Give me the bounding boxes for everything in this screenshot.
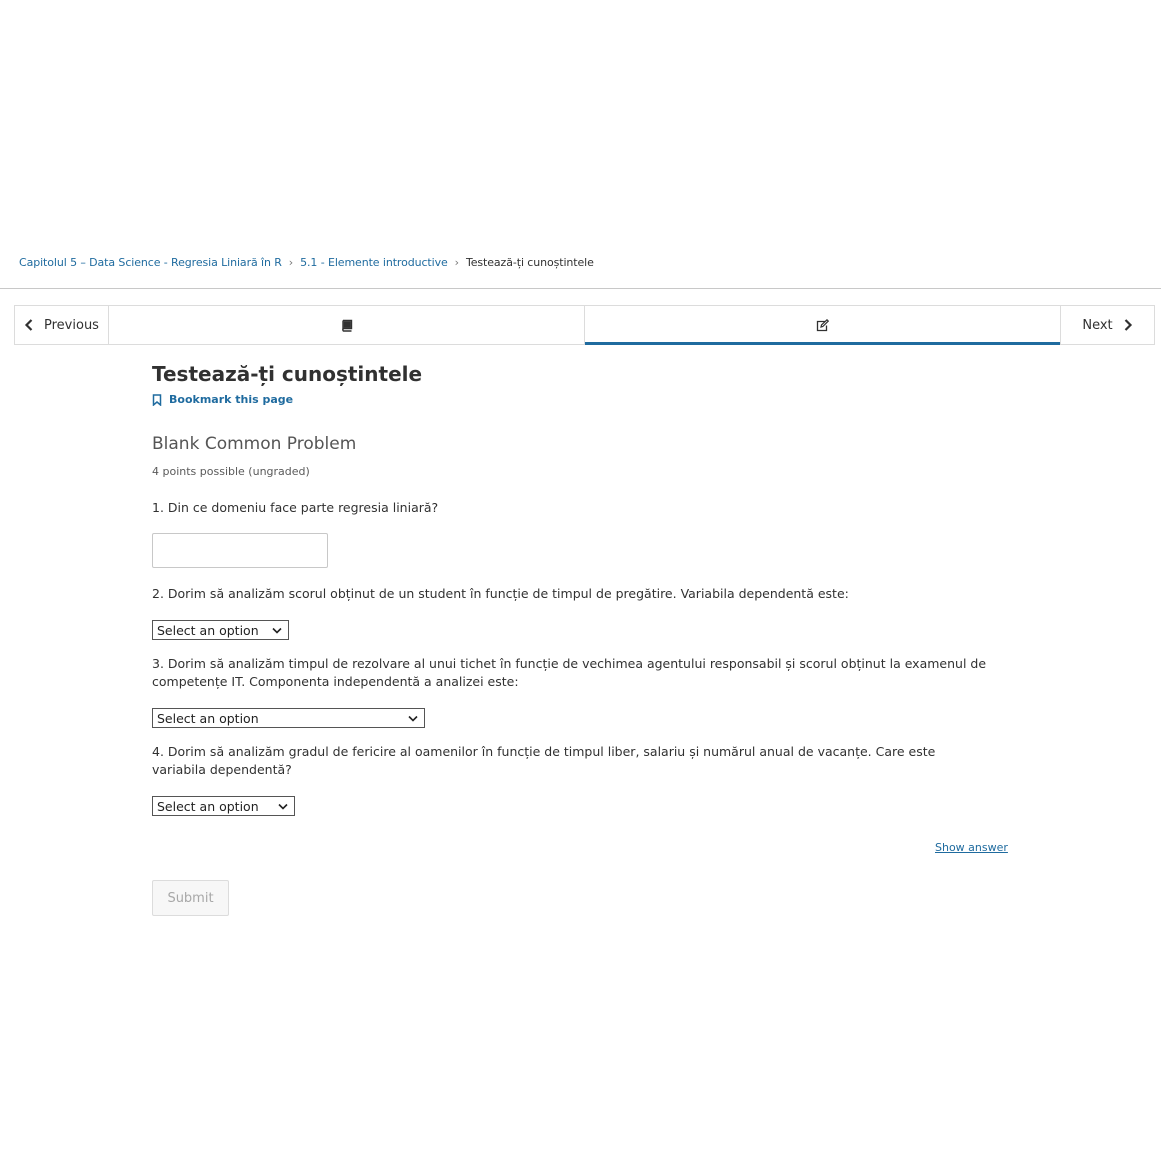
answer-select-3[interactable] <box>152 708 425 728</box>
points-label: 4 points possible (ungraded) <box>152 465 310 478</box>
previous-button[interactable] <box>15 306 109 344</box>
answer-select-2[interactable] <box>152 620 289 640</box>
show-answer-link[interactable]: Show answer <box>935 841 1008 854</box>
chevron-down-icon <box>278 803 288 810</box>
question-2: 2. Dorim să analizăm scorul obținut de un student în funcție de timpul de pregătire. Variabila dependentă este: <box>152 586 849 601</box>
breadcrumb-separator: › <box>454 256 459 269</box>
breadcrumb-separator: › <box>288 256 294 269</box>
sequence-navigation <box>14 305 1155 345</box>
breadcrumb-link-section[interactable]: 5.1 - Elemente introductive <box>300 256 448 269</box>
divider <box>0 288 1161 289</box>
breadcrumb-link-chapter[interactable]: Capitolul 5 – Data Science - Regresia Liniară în R <box>19 256 282 269</box>
select-value: Select an option <box>157 622 259 638</box>
page-title: Testează-ți cunoștintele <box>152 362 423 386</box>
problem-content <box>152 362 1022 906</box>
answer-select-4[interactable] <box>152 796 295 816</box>
chevron-left-icon <box>24 319 34 331</box>
chevron-down-icon <box>272 627 282 634</box>
bookmark-icon <box>152 394 162 406</box>
chevron-down-icon <box>408 715 418 722</box>
question-1: 1. Din ce domeniu face parte regresia liniară? <box>152 500 439 515</box>
select-value: Select an option <box>157 798 259 814</box>
select-value: Select an option <box>157 710 259 726</box>
book-icon <box>340 319 353 332</box>
next-button[interactable] <box>1060 306 1154 344</box>
edit-icon <box>816 319 829 332</box>
question-3: 3. Dorim să analizăm timpul de rezolvare al unui tichet în funcție de vechimea agentului responsabil și scorul obținut la examenul de competențe IT. Componenta independentă a analizei este: <box>152 656 987 689</box>
sequence-tab-reading[interactable] <box>109 306 584 344</box>
chevron-right-icon <box>1123 319 1133 331</box>
breadcrumb-current: Testează-ți cunoștintele <box>465 256 594 269</box>
previous-label: Previous <box>44 317 99 333</box>
next-label: Next <box>1082 317 1113 333</box>
answer-input-1[interactable] <box>152 533 328 568</box>
bookmark-button[interactable] <box>152 393 1022 406</box>
submit-button[interactable]: Submit <box>152 880 229 916</box>
question-4: 4. Dorim să analizăm gradul de fericire al oamenilor în funcție de timpul liber, salariu și numărul anual de vacanțe. Care este variabila dependentă? <box>152 744 936 777</box>
breadcrumb <box>19 256 594 269</box>
problem-title: Blank Common Problem <box>152 434 357 454</box>
bookmark-label: Bookmark this page <box>169 393 294 406</box>
sequence-tab-problem[interactable] <box>584 306 1060 344</box>
